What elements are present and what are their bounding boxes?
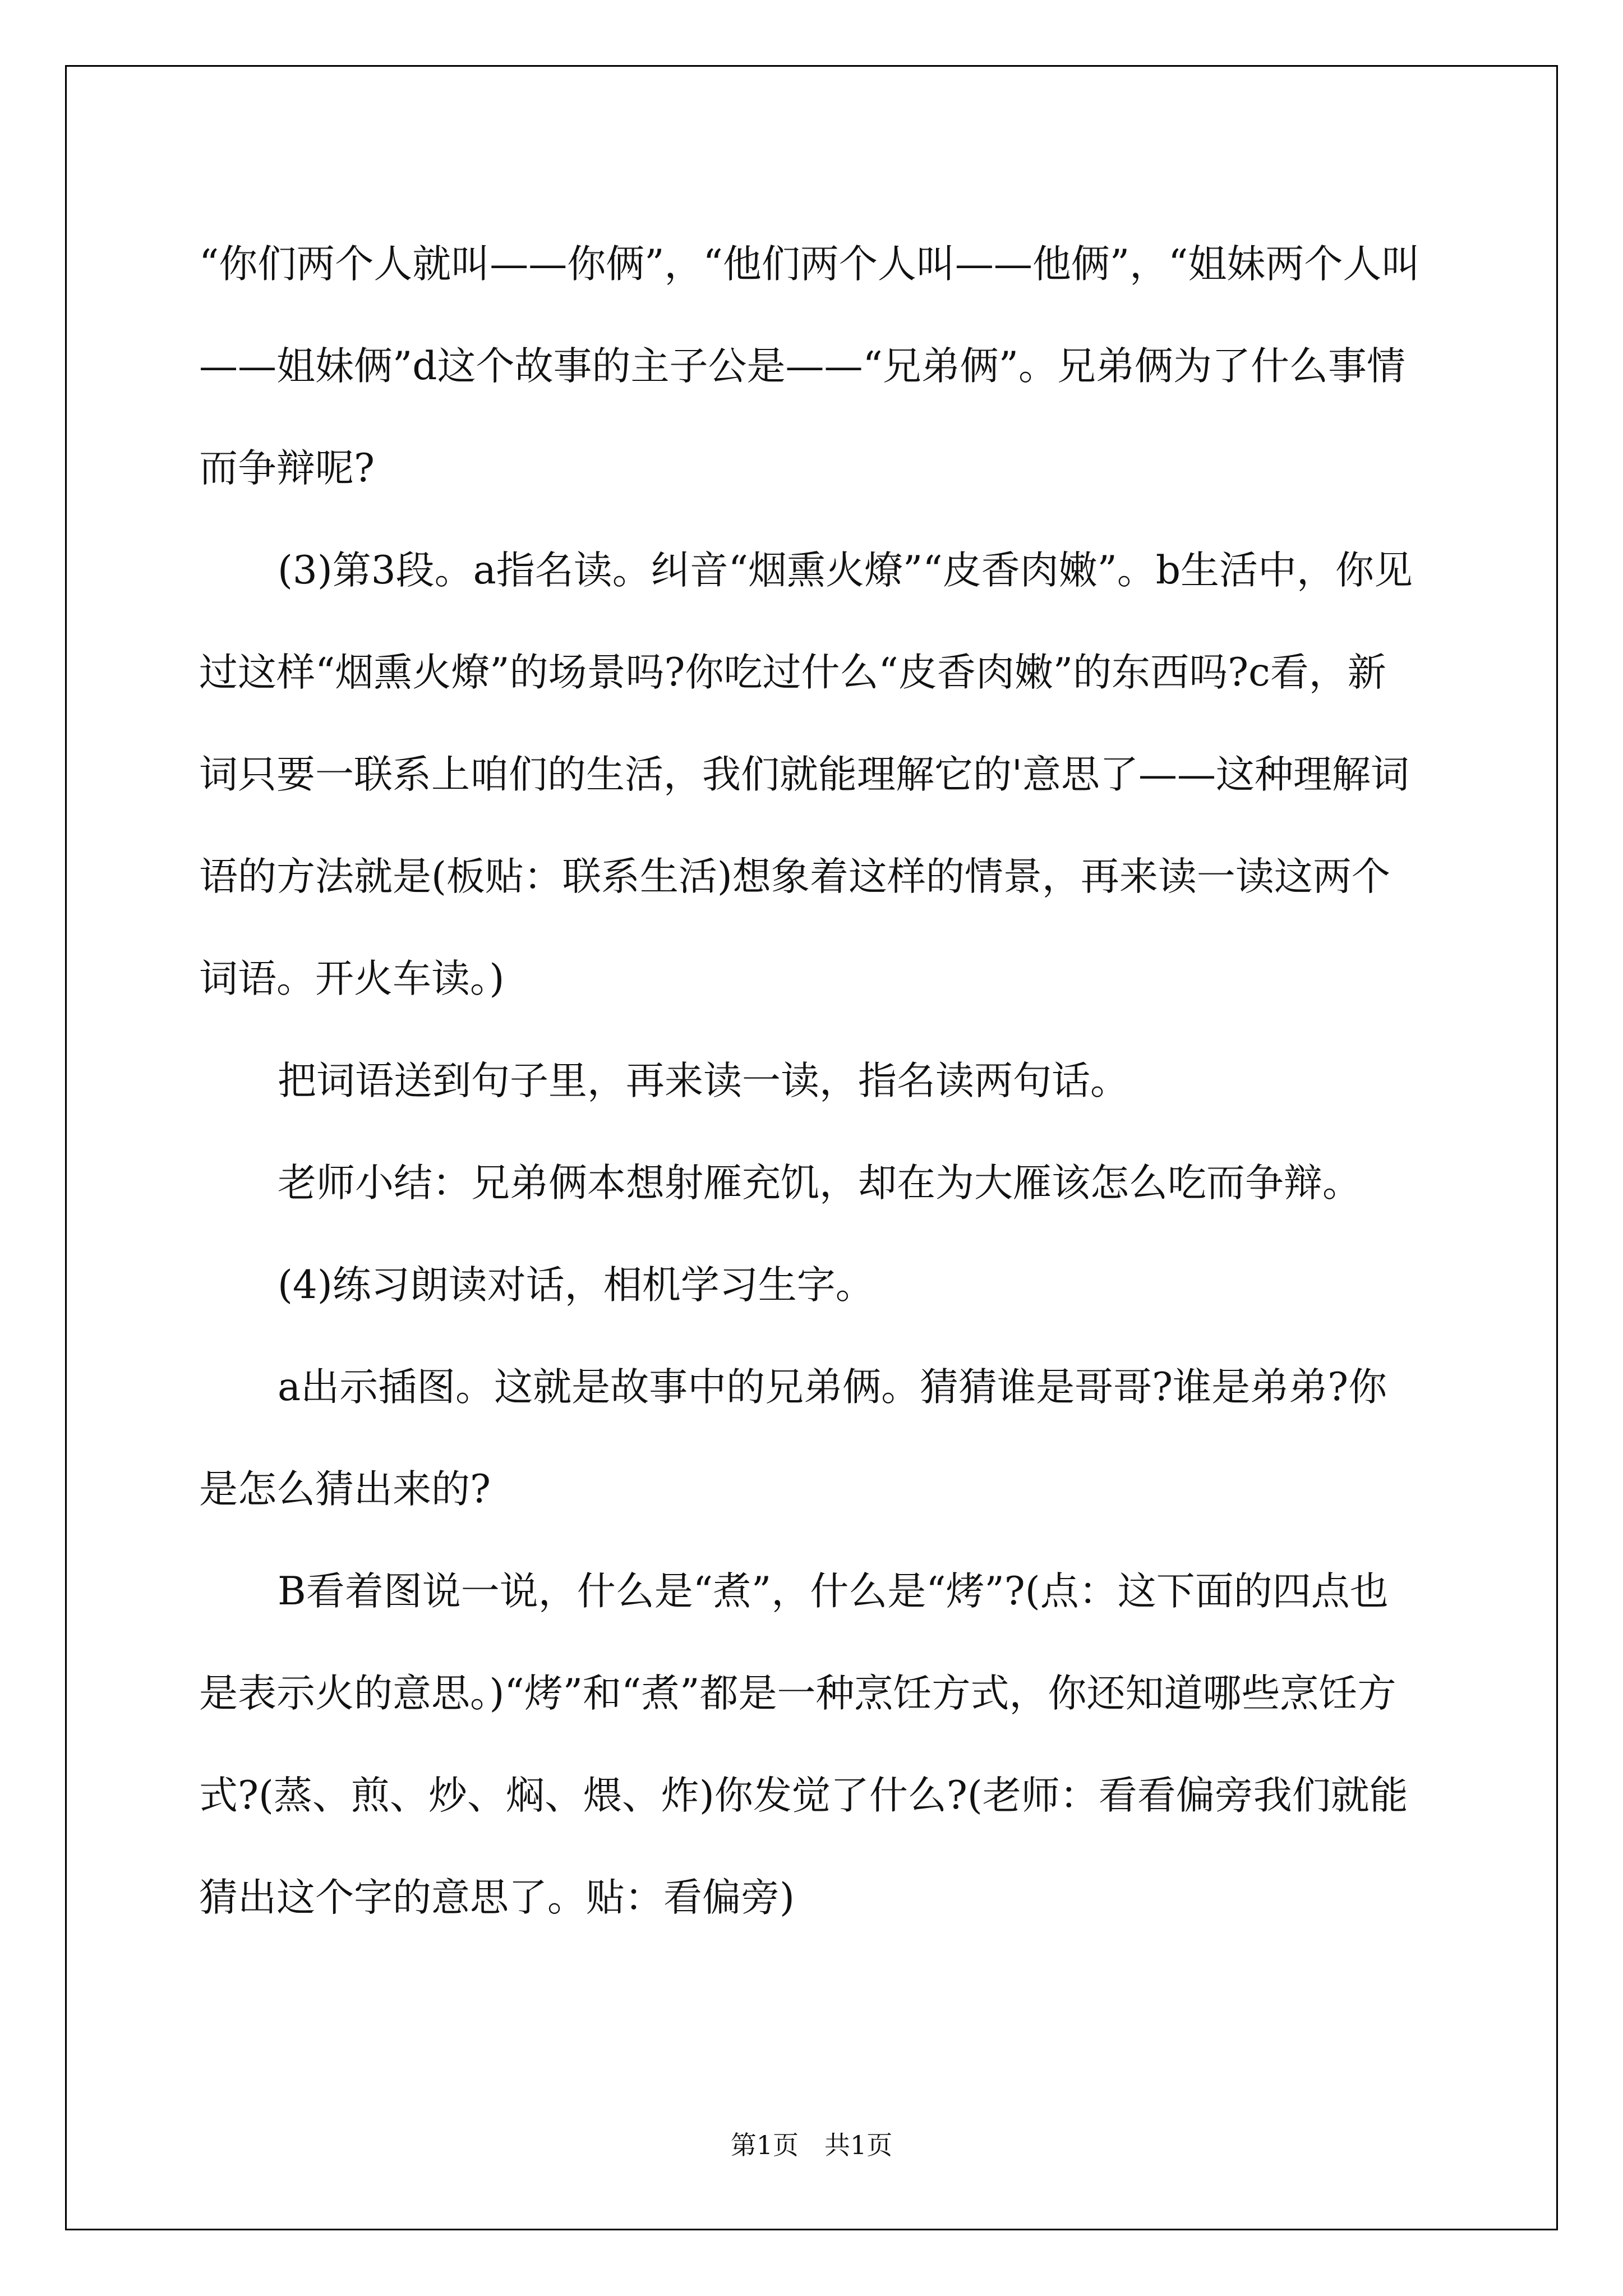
paragraph-3: 把词语送到句子里，再来读一读，指名读两句话。 bbox=[278, 1059, 1129, 1103]
paragraph-7: B看着图说一说，什么是“煮”，什么是“烤”?(点：这下面的四点也是表示火的意思。)“烤”和“煮”都是一种烹饪方式，你还知道哪些烹饪方式?(蒸、煎、炒、焖、煨、炸)你发觉了什么?(老师：看看偏旁我们就能猜出这个字的意思了。贴：看偏旁) bbox=[199, 1569, 1408, 1920]
paragraph-2: (3)第3段。a指名读。纠音“烟熏火燎”“皮香肉嫩”。b生活中，你见过这样“烟熏火燎”的场景吗?你吃过什么“皮香肉嫩”的东西吗?c看，新词只要一联系上咱们的生活，我们就能理解它的'意思了——这种理解词语的方法就是(板贴：联系生活)想象着这样的情景，再来读一读这两个词语。开火车读。) bbox=[199, 548, 1413, 1001]
paragraph-4: 老师小结：兄弟俩本想射雁充饥，却在为大雁该怎么吃而争辩。 bbox=[278, 1161, 1361, 1205]
paragraph-1: “你们两个人就叫——你俩”，“他们两个人叫——他俩”，“姐妹两个人叫——姐妹俩”d这个故事的主子公是——“兄弟俩”。兄弟俩为了什么事情而争辩呢? bbox=[199, 242, 1421, 491]
document-body bbox=[199, 213, 1424, 1949]
paragraph-6: a出示插图。这就是故事中的兄弟俩。猜猜谁是哥哥?谁是弟弟?你是怎么猜出来的? bbox=[199, 1365, 1387, 1512]
paragraph-5: (4)练习朗读对话，相机学习生字。 bbox=[278, 1263, 874, 1308]
page-footer: 第1页 共1页 bbox=[730, 2130, 893, 2160]
